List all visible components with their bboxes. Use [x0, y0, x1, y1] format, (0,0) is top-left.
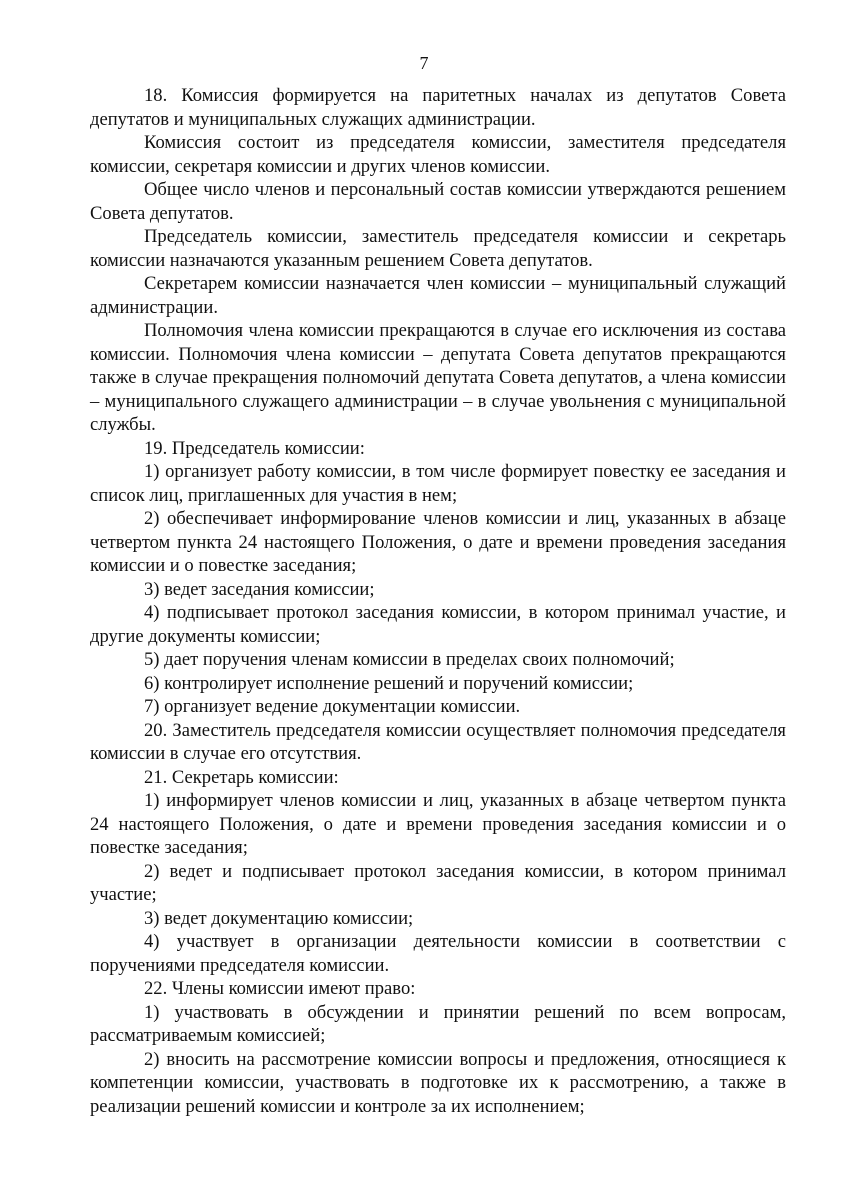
list-item-chairman-4: 4) подписывает протокол заседания комиссии, в котором принимал участие, и другие документы комиссии;: [90, 602, 786, 647]
paragraph-19-chairman: 19. Председатель комиссии:: [144, 437, 365, 459]
list-item-member-rights-1: 1) участвовать в обсуждении и принятии решений по всем вопросам, рассматриваемым комиссией;: [90, 1001, 786, 1046]
page-number: 7: [419, 53, 429, 73]
list-item-secretary-1: 1) информирует членов комиссии и лиц, указанных в абзаце четвертом пункта 24 настоящего Положения, о дате и времени проведения заседания комиссии и о повестке заседания;: [90, 790, 786, 858]
list-item-chairman-7: 7) организует ведение документации комиссии.: [144, 696, 521, 717]
list-item-secretary-4: 4) участвует в организации деятельности комиссии в соответствии с поручениями председателя комиссии.: [90, 931, 786, 976]
list-item-chairman-2: 2) обеспечивает информирование членов комиссии и лиц, указанных в абзаце четвертом пункта 24 настоящего Положения, о дате и времени проведения заседания комиссии и о повестке заседания;: [90, 508, 786, 576]
list-item-chairman-6: 6) контролирует исполнение решений и поручений комиссии;: [144, 672, 634, 694]
paragraph-22-member-rights: 22. Члены комиссии имеют право:: [144, 978, 416, 999]
paragraph-member-count: Общее число членов и персональный состав комиссии утверждаются решением Совета депутатов.: [90, 179, 786, 224]
document-body: [90, 84, 786, 1118]
paragraph-appointment: Председатель комиссии, заместитель председателя комиссии и секретарь комиссии назначаются указанным решением Совета депутатов.: [90, 226, 786, 271]
paragraph-21-secretary: 21. Секретарь комиссии:: [144, 766, 339, 788]
paragraph-20-deputy-chairman: 20. Заместитель председателя комиссии осуществляет полномочия председателя комиссии в случае его отсутствия.: [90, 719, 786, 764]
list-item-chairman-3: 3) ведет заседания комиссии;: [144, 578, 375, 600]
list-item-chairman-1: 1) организует работу комиссии, в том числе формирует повестку ее заседания и список лиц, приглашенных для участия в нем;: [90, 461, 786, 506]
list-item-secretary-2: 2) ведет и подписывает протокол заседания комиссии, в котором принимал участие;: [90, 860, 786, 905]
paragraph-18-commission-formation: 18. Комиссия формируется на паритетных началах из депутатов Совета депутатов и муниципальных служащих администрации.: [90, 85, 786, 130]
list-item-member-rights-2: 2) вносить на рассмотрение комиссии вопросы и предложения, относящиеся к компетенции комиссии, участвовать в подготовке их к рассмотрению, а также в реализации решений комиссии и контроле за их исполнением;: [90, 1048, 786, 1117]
paragraph-termination-of-powers: Полномочия члена комиссии прекращаются в случае его исключения из состава комиссии. Полномочия члена комиссии – депутата Совета депутатов прекращаются также в случае прекращения полномочий депутата Совета депутатов, а члена комиссии – муниципального служащего администрации – в случае увольнения с муниципальной службы.: [90, 320, 786, 435]
paragraph-commission-composition: Комиссия состоит из председателя комиссии, заместителя председателя комиссии, секретаря комиссии и других членов комиссии.: [90, 132, 786, 177]
paragraph-secretary-appointment: Секретарем комиссии назначается член комиссии – муниципальный служащий администрации.: [90, 273, 786, 318]
list-item-chairman-5: 5) дает поручения членам комиссии в пределах своих полномочий;: [144, 649, 675, 670]
list-item-secretary-3: 3) ведет документацию комиссии;: [144, 907, 414, 929]
